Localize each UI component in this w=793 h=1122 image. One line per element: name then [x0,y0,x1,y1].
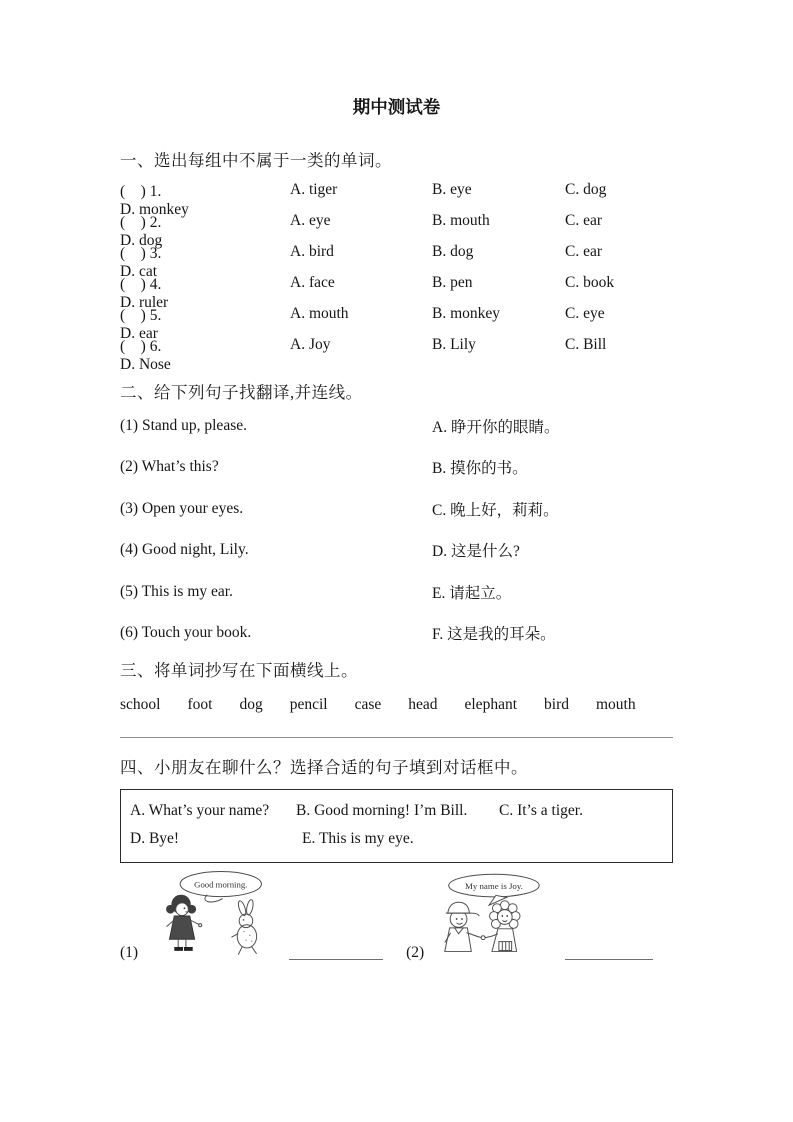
copy-word: foot [187,696,213,713]
option-e: E. This is my eye. [302,830,414,847]
dialog-2-label: (2) [406,944,425,961]
copy-line [120,737,673,738]
match-left-sentence: (6) Touch your book. [120,624,252,642]
rabbit-figure [232,899,257,955]
match-pair-row [120,447,673,489]
match-right-translation: B. 摸你的书。 [432,460,528,478]
match-right-translation: C. 晚上好，莉莉。 [432,501,559,519]
copy-word: elephant [464,696,518,713]
copy-word: school [120,696,161,713]
option-b: B. mouth [432,212,490,229]
copy-word: bird [544,696,569,713]
match-left-sentence: (3) Open your eyes. [120,499,244,517]
question-prefix: ( ) 4. [120,276,162,293]
option-c: C. eye [565,305,605,322]
match-right-translation: A. 睁开你的眼睛。 [432,418,560,436]
match-left-sentence: (4) Good night, Lily. [120,541,249,559]
question-row [120,272,673,311]
option-a: A. bird [290,243,334,260]
option-c: C. book [565,274,615,291]
option-c: C. Bill [565,336,607,353]
dialog-1-label: (1) [120,944,139,961]
question-row [120,241,673,280]
copy-word: case [354,696,382,713]
dialog-illustration-1 [153,868,275,964]
section1-heading: 一、选出每组中不属于一类的单词。 [120,151,392,170]
option-c: C. It’s a tiger. [499,802,583,819]
options-row [130,797,663,825]
section1-question-list [120,179,673,373]
match-right-translation: E. 请起立。 [432,584,512,602]
speech-bubble [449,874,539,905]
boy-figure [445,902,483,951]
option-d: D. ruler [120,294,169,311]
option-c: C. ear [565,243,603,260]
match-left-sentence: (5) This is my ear. [120,582,233,600]
option-d: D. ear [120,325,158,342]
option-d: D. Nose [120,356,171,373]
option-a: A. face [290,274,335,291]
option-a: A. Joy [290,336,331,353]
section2-heading: 二、给下列句子找翻译,并连线。 [120,383,363,402]
option-a: A. tiger [290,181,338,198]
option-b: B. eye [432,181,472,198]
option-a: A. eye [290,212,331,229]
match-pair-row [120,613,673,655]
option-b: B. pen [432,274,473,291]
option-d: D. dog [120,232,163,249]
match-pair-row [120,530,673,572]
question-prefix: ( ) 6. [120,338,162,355]
match-right-translation: D. 这是什么? [432,543,520,561]
match-right-translation: F. 这是我的耳朵。 [432,626,556,644]
option-b: B. Lily [432,336,476,353]
option-d: D. cat [120,263,158,280]
section2-match-list [120,405,673,654]
option-c: C. ear [565,212,603,229]
option-b: B. dog [432,243,474,260]
option-b: B. Good morning! I’m Bill. [296,802,468,819]
section3-heading: 三、将单词抄写在下面横线上。 [120,661,358,680]
girl-figure [481,901,520,952]
answer-blank-1 [289,945,383,960]
match-pair-row [120,488,673,530]
copy-word: head [408,696,438,713]
section4-heading: 四、小朋友在聊什么？选择合适的句子填到对话框中。 [120,758,528,777]
speech-bubble-text: Good morning. [194,879,248,890]
copy-word-list [120,696,673,714]
page-title: 期中测试卷 [352,97,441,117]
question-prefix: ( ) 2. [120,214,162,231]
option-c: C. dog [565,181,607,198]
girl-figure [166,895,202,951]
option-b: B. monkey [432,305,501,322]
question-row [120,334,673,373]
option-d: D. Bye! [130,830,180,847]
speech-bubble-text: My name is Joy. [465,880,524,891]
question-prefix: ( ) 3. [120,245,162,262]
match-pair-row [120,405,673,447]
question-row [120,179,673,218]
option-a: A. mouth [290,305,349,322]
dialog-illustration-2 [431,872,551,964]
option-a: A. What’s your name? [130,802,270,819]
question-prefix: ( ) 1. [120,183,162,200]
option-d: D. monkey [120,201,189,218]
copy-word: pencil [289,696,328,713]
options-row [130,825,663,853]
question-prefix: ( ) 5. [120,307,162,324]
answer-blank-2 [565,945,653,960]
copy-word: mouth [595,696,636,713]
match-left-sentence: (1) Stand up, please. [120,416,247,434]
question-row [120,210,673,249]
dialog-scenes [120,868,673,964]
copy-word: dog [239,696,263,713]
match-left-sentence: (2) What’s this? [120,458,219,476]
question-row [120,303,673,342]
dialog-options-box [120,789,673,863]
speech-bubble [180,871,261,901]
match-pair-row [120,571,673,613]
